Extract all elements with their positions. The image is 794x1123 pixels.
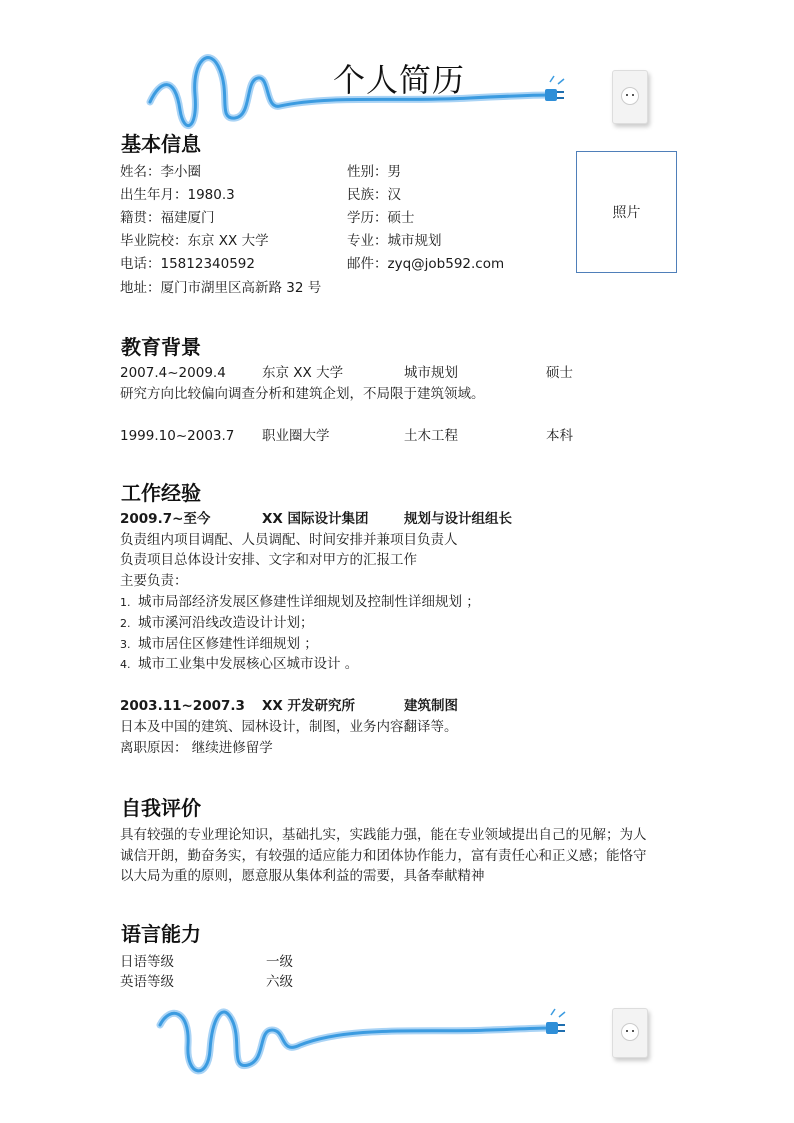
work-period: 2003.11~2007.3: [120, 698, 245, 714]
edu-school: 职业圈大学: [262, 428, 330, 444]
work-line: 负责项目总体设计安排、文字和对甲方的汇报工作: [120, 552, 417, 568]
edu-period: 2007.4~2009.4: [120, 365, 226, 381]
basic-ethnicity: 民族：汉: [347, 187, 401, 203]
language-name: 日语等级: [120, 954, 174, 970]
edu-degree: 本科: [546, 428, 573, 444]
edu-school: 东京 XX 大学: [262, 365, 344, 381]
basic-school: 毕业院校：东京 XX 大学: [120, 233, 269, 249]
language-level: 六级: [266, 974, 293, 990]
basic-origin: 籍贯：福建厦门: [120, 210, 215, 226]
duty-number: 2.: [120, 617, 131, 630]
self-eval-line: 具有较强的专业理论知识，基础扎实，实践能力强，能在专业领域提出自己的见解；为人: [120, 827, 647, 843]
work-period: 2009.7~至今: [120, 511, 211, 527]
duty-item: [120, 593, 480, 612]
basic-gender: 性别：男: [347, 164, 401, 180]
duty-text: 城市工业集中发展核心区城市设计 。: [138, 656, 359, 672]
basic-major: 专业：城市规划: [347, 233, 442, 249]
basic-degree: 学历：硕士: [347, 210, 415, 226]
work-company: XX 开发研究所: [262, 698, 356, 714]
section-heading-work: 工作经验: [121, 481, 201, 505]
section-heading-education: 教育背景: [121, 335, 201, 359]
page-title: 个人简历: [333, 61, 466, 99]
edu-note: 研究方向比较偏向调查分析和建筑企划，不局限于建筑领域。: [120, 386, 485, 402]
work-role: 建筑制图: [404, 698, 458, 714]
language-level: 一级: [266, 954, 293, 970]
duty-text: 城市局部经济发展区修建性详细规划及控制性详细规划 ；: [138, 594, 480, 610]
basic-birth: 出生年月：1980.3: [120, 187, 235, 203]
edu-major: 土木工程: [404, 428, 458, 444]
duty-number: 4.: [120, 658, 131, 671]
edu-degree: 硕士: [546, 365, 573, 381]
section-heading-basic: 基本信息: [121, 132, 201, 156]
duty-item: [120, 655, 358, 674]
self-eval-line: 诚信开朗，勤奋务实，有较强的适应能力和团体协作能力，富有责任心和正义感；能恪守: [120, 848, 647, 864]
socket-icon: [612, 70, 648, 124]
self-eval-line: 以大局为重的原则，愿意服从集体利益的需要，具备奉献精神: [120, 868, 485, 884]
duty-item: [120, 635, 318, 654]
socket-icon: [612, 1008, 648, 1058]
section-heading-language: 语言能力: [121, 922, 201, 946]
duty-number: 3.: [120, 638, 131, 651]
duty-text: 城市溪河沿线改造设计计划；: [138, 615, 314, 631]
basic-phone: 电话：15812340592: [120, 256, 255, 272]
duty-number: 1.: [120, 596, 131, 609]
language-name: 英语等级: [120, 974, 174, 990]
duty-text: 城市居住区修建性详细规划 ；: [138, 636, 318, 652]
basic-address: 地址：厦门市湖里区高新路 32 号: [120, 280, 322, 296]
basic-name: 姓名：李小圈: [120, 164, 201, 180]
photo-placeholder: 照片: [576, 151, 677, 273]
work-line: 主要负责：: [120, 573, 188, 589]
duty-item: [120, 614, 314, 633]
edu-major: 城市规划: [404, 365, 458, 381]
cable-decoration-bottom: [150, 995, 580, 1085]
work-company: XX 国际设计集团: [262, 511, 369, 527]
section-heading-self: 自我评价: [121, 796, 201, 820]
work-line: 离职原因： 继续进修留学: [120, 740, 273, 756]
work-line: 日本及中国的建筑、园林设计，制图，业务内容翻译等。: [120, 719, 458, 735]
edu-period: 1999.10~2003.7: [120, 428, 235, 444]
basic-email: 邮件：zyq@job592.com: [347, 256, 505, 272]
work-role: 规划与设计组组长: [404, 511, 512, 527]
work-line: 负责组内项目调配、人员调配、时间安排并兼项目负责人: [120, 532, 458, 548]
